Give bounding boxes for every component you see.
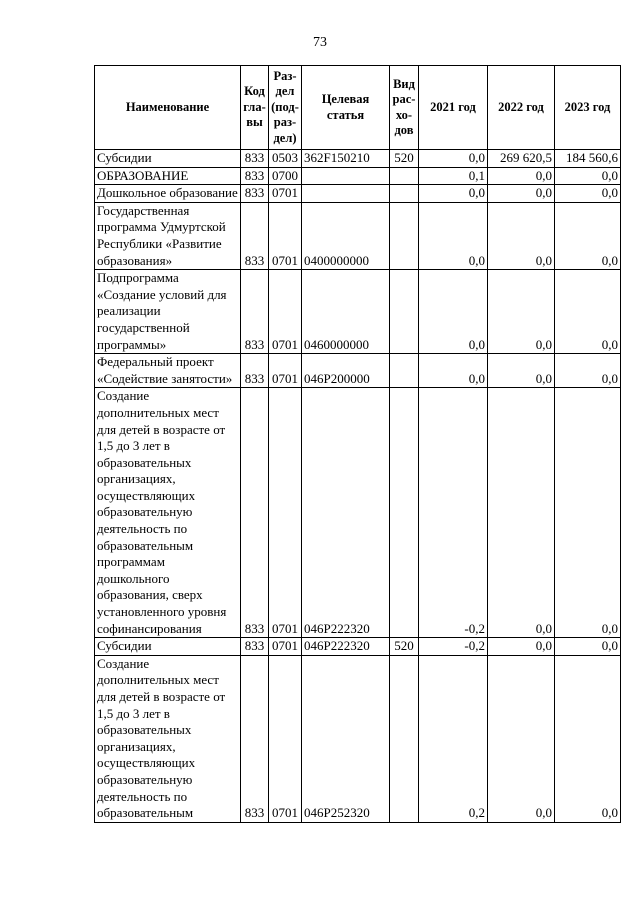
table-row — [95, 655, 621, 822]
cell-exp — [390, 655, 419, 822]
cell-target: 046P200000 — [302, 354, 390, 388]
table-row — [95, 185, 621, 203]
cell-exp — [390, 167, 419, 185]
cell-chapter: 833 — [241, 388, 269, 638]
table-row — [95, 270, 621, 354]
cell-name: Субсидии — [95, 150, 241, 168]
cell-y2021: 0,0 — [419, 150, 488, 168]
cell-target: 046P222320 — [302, 638, 390, 656]
cell-section: 0701 — [269, 202, 302, 269]
cell-target: 046P222320 — [302, 388, 390, 638]
cell-y2023: 0,0 — [555, 202, 621, 269]
cell-section: 0701 — [269, 270, 302, 354]
cell-exp — [390, 185, 419, 203]
cell-section: 0701 — [269, 638, 302, 656]
cell-target: 046P252320 — [302, 655, 390, 822]
cell-y2022: 0,0 — [488, 270, 555, 354]
table-row — [95, 202, 621, 269]
cell-chapter: 833 — [241, 202, 269, 269]
table-row — [95, 354, 621, 388]
cell-y2021: 0,0 — [419, 270, 488, 354]
cell-y2022: 269 620,5 — [488, 150, 555, 168]
cell-y2023: 0,0 — [555, 167, 621, 185]
header-name: Наименование — [95, 66, 241, 150]
table-row — [95, 388, 621, 638]
table-row — [95, 167, 621, 185]
cell-y2023: 0,0 — [555, 638, 621, 656]
table-row — [95, 150, 621, 168]
cell-name: Государственная программа Удмуртской Республики «Развитие образования» — [95, 202, 241, 269]
cell-section: 0700 — [269, 167, 302, 185]
cell-y2022: 0,0 — [488, 388, 555, 638]
cell-target — [302, 185, 390, 203]
cell-name: ОБРАЗОВАНИЕ — [95, 167, 241, 185]
cell-y2023: 0,0 — [555, 185, 621, 203]
cell-y2021: -0,2 — [419, 388, 488, 638]
cell-chapter: 833 — [241, 638, 269, 656]
header-chapter-code: Код гла- вы — [241, 66, 269, 150]
cell-chapter: 833 — [241, 185, 269, 203]
cell-chapter: 833 — [241, 167, 269, 185]
cell-y2021: 0,2 — [419, 655, 488, 822]
cell-exp — [390, 388, 419, 638]
table-header-row — [95, 66, 621, 150]
cell-exp: 520 — [390, 638, 419, 656]
cell-chapter: 833 — [241, 150, 269, 168]
cell-section: 0503 — [269, 150, 302, 168]
table-row — [95, 638, 621, 656]
cell-y2022: 0,0 — [488, 638, 555, 656]
header-section: Раз- дел (под- раз- дел) — [269, 66, 302, 150]
cell-name: Создание дополнительных мест для детей в возрасте от 1,5 до 3 лет в образовательных организациях, осуществляющих образовательную деятельность по образовательным программам дошкольного образования, сверх установленного уровня софинансирования — [95, 388, 241, 638]
cell-name: Создание дополнительных мест для детей в возрасте от 1,5 до 3 лет в образовательных организациях, осуществляющих образовательную деятельность по образовательным — [95, 655, 241, 822]
cell-exp — [390, 270, 419, 354]
cell-y2023: 184 560,6 — [555, 150, 621, 168]
cell-y2023: 0,0 — [555, 270, 621, 354]
cell-section: 0701 — [269, 354, 302, 388]
cell-y2021: 0,0 — [419, 185, 488, 203]
cell-y2023: 0,0 — [555, 655, 621, 822]
cell-name: Дошкольное образование — [95, 185, 241, 203]
cell-y2021: 0,1 — [419, 167, 488, 185]
header-target-article: Целевая статья — [302, 66, 390, 150]
header-2022: 2022 год — [488, 66, 555, 150]
cell-chapter: 833 — [241, 270, 269, 354]
cell-target: 0460000000 — [302, 270, 390, 354]
cell-y2022: 0,0 — [488, 655, 555, 822]
cell-y2021: 0,0 — [419, 202, 488, 269]
cell-name: Подпрограмма «Создание условий для реализации государственной программы» — [95, 270, 241, 354]
cell-y2023: 0,0 — [555, 354, 621, 388]
header-expense-type: Вид рас- хо- дов — [390, 66, 419, 150]
cell-exp — [390, 354, 419, 388]
header-2021: 2021 год — [419, 66, 488, 150]
cell-y2021: 0,0 — [419, 354, 488, 388]
cell-target: 362F150210 — [302, 150, 390, 168]
cell-y2022: 0,0 — [488, 185, 555, 203]
cell-chapter: 833 — [241, 655, 269, 822]
cell-exp: 520 — [390, 150, 419, 168]
cell-exp — [390, 202, 419, 269]
cell-y2021: -0,2 — [419, 638, 488, 656]
cell-chapter: 833 — [241, 354, 269, 388]
cell-name: Субсидии — [95, 638, 241, 656]
cell-name: Федеральный проект «Содействие занятости» — [95, 354, 241, 388]
cell-section: 0701 — [269, 185, 302, 203]
page-number: 73 — [313, 35, 327, 50]
header-2023: 2023 год — [555, 66, 621, 150]
cell-section: 0701 — [269, 388, 302, 638]
cell-y2022: 0,0 — [488, 354, 555, 388]
cell-target — [302, 167, 390, 185]
cell-y2022: 0,0 — [488, 202, 555, 269]
cell-y2022: 0,0 — [488, 167, 555, 185]
cell-section: 0701 — [269, 655, 302, 822]
cell-target: 0400000000 — [302, 202, 390, 269]
cell-y2023: 0,0 — [555, 388, 621, 638]
budget-table — [94, 65, 621, 823]
